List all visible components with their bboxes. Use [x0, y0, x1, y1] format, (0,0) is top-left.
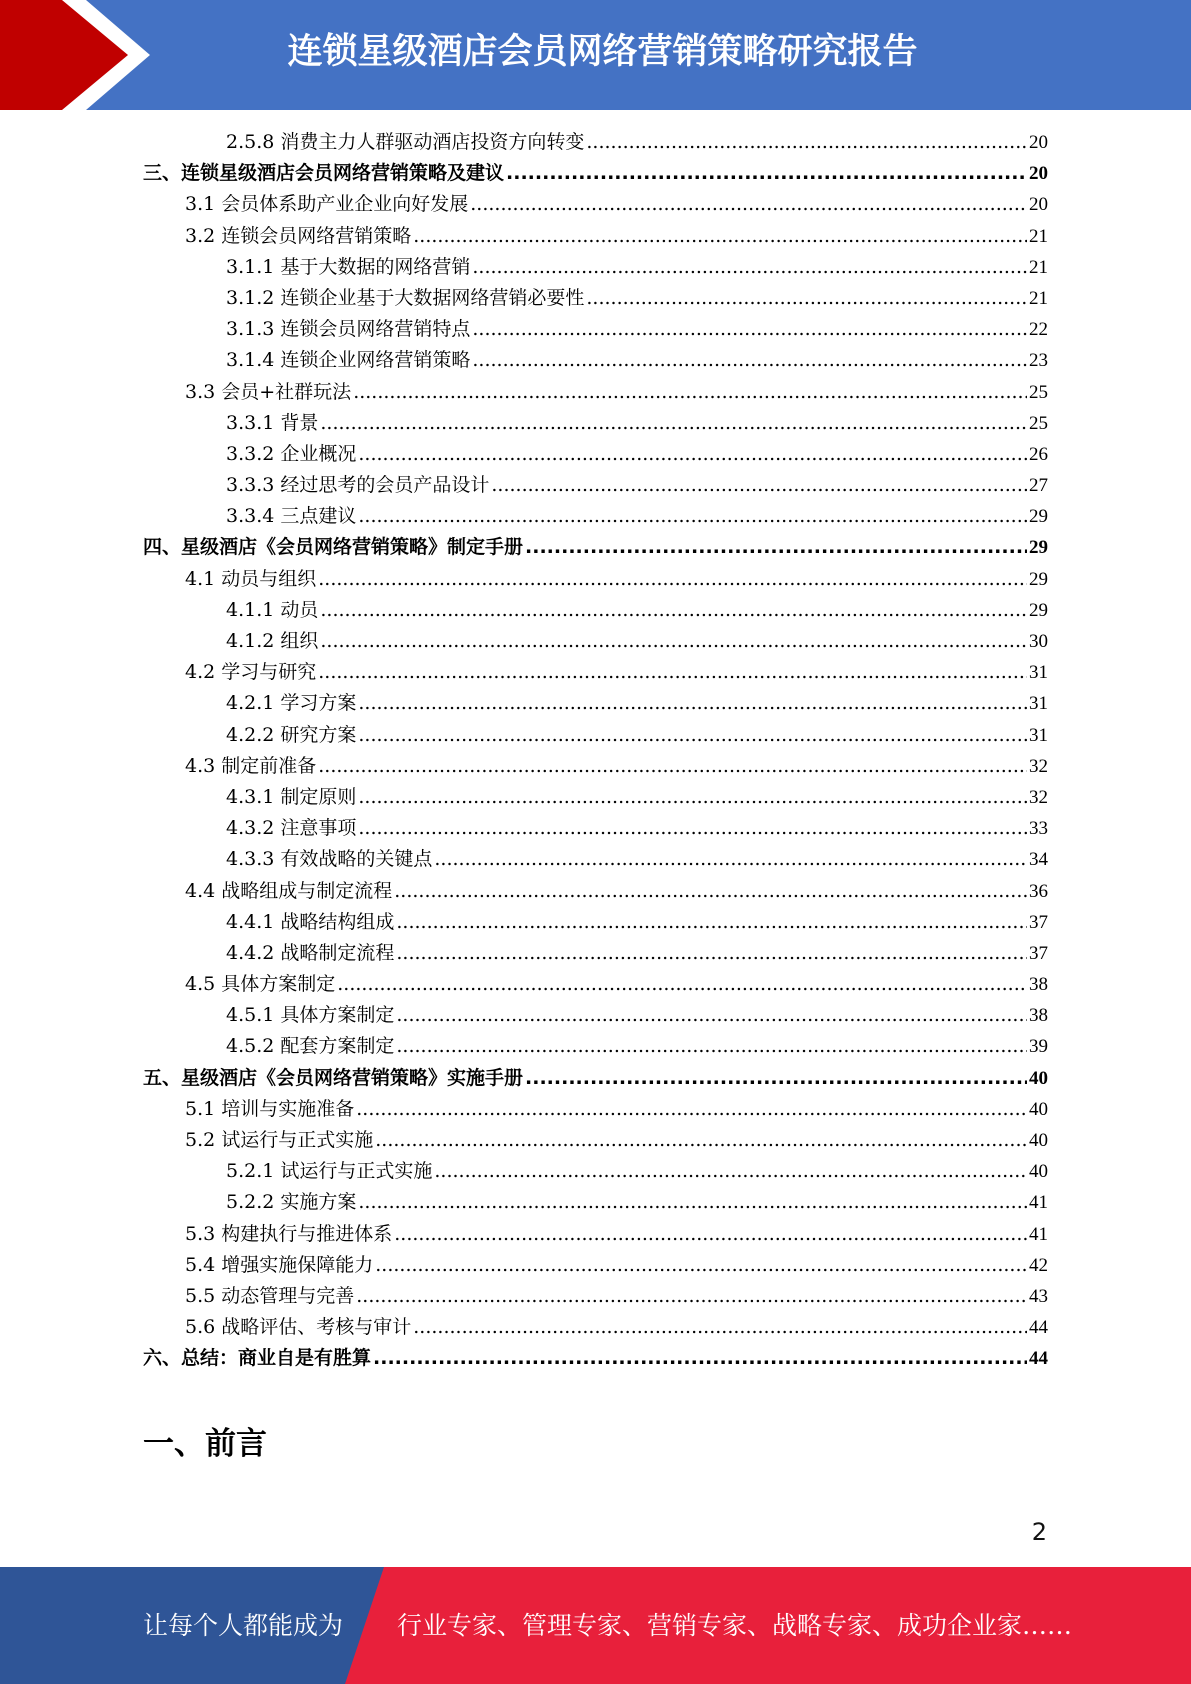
- toc-entry[interactable]: [143, 1312, 1048, 1343]
- toc-entry-page: 34: [1029, 849, 1048, 871]
- toc-dot-leader: [358, 439, 1027, 470]
- section-heading: 一、前言: [143, 1426, 267, 1462]
- toc-entry[interactable]: [143, 626, 1048, 657]
- toc-entry-page: 21: [1029, 225, 1048, 247]
- toc-entry-page: 44: [1029, 1317, 1048, 1339]
- toc-entry[interactable]: [143, 751, 1048, 782]
- toc-entry-page: 29: [1029, 537, 1048, 559]
- toc-dot-leader: [358, 688, 1027, 719]
- toc-dot-leader: [320, 626, 1027, 657]
- toc-entry-page: 38: [1029, 974, 1048, 996]
- toc-entry-page: 36: [1029, 880, 1048, 902]
- toc-entry-title: 3.1.2 连锁企业基于大数据网络营销必要性: [226, 286, 585, 309]
- toc-entry-title: 4.3.1 制定原则: [226, 785, 357, 808]
- toc-entry-page: 32: [1029, 755, 1048, 777]
- toc-entry-title: 5.2.2 实施方案: [226, 1191, 357, 1214]
- toc-dot-leader: [413, 1312, 1027, 1343]
- toc-dot-leader: [375, 1250, 1027, 1281]
- footer-slogan-left: 让每个人都能成为: [143, 1611, 344, 1640]
- toc-entry-page: 29: [1029, 506, 1048, 528]
- toc-dot-leader: [394, 876, 1027, 907]
- table-of-contents: [143, 127, 1048, 1375]
- toc-dot-leader: [586, 283, 1027, 314]
- toc-dot-leader: [320, 595, 1027, 626]
- toc-entry-title: 三、连锁星级酒店会员网络营销策略及建议: [143, 162, 505, 185]
- page-header: [0, 0, 1191, 110]
- toc-entry-page: 31: [1029, 724, 1048, 746]
- toc-entry-page: 43: [1029, 1285, 1048, 1307]
- toc-entry-page: 25: [1029, 412, 1048, 434]
- toc-entry[interactable]: [143, 377, 1048, 408]
- toc-dot-leader: [353, 377, 1027, 408]
- toc-entry-page: 40: [1029, 1098, 1048, 1120]
- toc-dot-leader: [396, 1031, 1027, 1062]
- toc-entry[interactable]: [143, 1125, 1048, 1156]
- toc-entry[interactable]: [143, 844, 1048, 875]
- toc-entry-page: 39: [1029, 1036, 1048, 1058]
- toc-entry-title: 五、星级酒店《会员网络营销策略》实施手册: [143, 1066, 524, 1089]
- toc-entry-page: 21: [1029, 287, 1048, 309]
- toc-entry-page: 20: [1029, 132, 1048, 153]
- toc-dot-leader: [472, 345, 1027, 376]
- toc-dot-leader: [337, 969, 1027, 1000]
- toc-entry-title: 4.4.1 战略结构组成: [226, 910, 395, 933]
- toc-dot-leader: [320, 408, 1027, 439]
- toc-entry-title: 4.5.2 配套方案制定: [226, 1035, 395, 1058]
- toc-entry-page: 31: [1029, 693, 1048, 715]
- toc-dot-leader: [472, 314, 1027, 345]
- toc-dot-leader: [318, 751, 1027, 782]
- toc-entry-page: 33: [1029, 818, 1048, 840]
- toc-dot-leader: [373, 1343, 1027, 1374]
- toc-entry-page: 21: [1029, 256, 1048, 278]
- toc-entry-title: 5.4 增强实施保障能力: [185, 1253, 374, 1276]
- toc-entry[interactable]: [143, 501, 1048, 532]
- toc-entry-page: 29: [1029, 568, 1048, 590]
- toc-entry-title: 5.1 培训与实施准备: [185, 1097, 355, 1120]
- toc-entry-title: 4.3.3 有效战略的关键点: [226, 848, 433, 871]
- toc-entry-title: 5.3 构建执行与推进体系: [185, 1222, 393, 1245]
- toc-entry-title: 4.1.1 动员: [226, 598, 319, 621]
- toc-dot-leader: [358, 782, 1027, 813]
- toc-entry-page: 20: [1029, 163, 1048, 185]
- toc-entry-title: 5.2 试运行与正式实施: [185, 1129, 374, 1151]
- toc-entry-title: 4.2.1 学习方案: [226, 692, 357, 715]
- toc-entry[interactable]: [143, 1281, 1048, 1312]
- toc-dot-leader: [506, 158, 1027, 189]
- toc-entry-page: 20: [1029, 194, 1048, 216]
- toc-entry[interactable]: [143, 782, 1048, 813]
- toc-entry[interactable]: [143, 252, 1048, 283]
- toc-entry-title: 3.3.2 企业概况: [226, 442, 357, 465]
- toc-entry[interactable]: [143, 1031, 1048, 1062]
- toc-entry-title: 4.2 学习与研究: [185, 661, 317, 684]
- toc-entry[interactable]: [143, 314, 1048, 345]
- toc-dot-leader: [394, 1219, 1027, 1250]
- toc-entry-title: 3.1 会员体系助产业企业向好发展: [185, 193, 469, 216]
- toc-entry[interactable]: [143, 470, 1048, 501]
- toc-entry-page: 25: [1029, 381, 1048, 403]
- toc-entry-title: 5.6 战略评估、考核与审计: [185, 1316, 412, 1339]
- toc-entry[interactable]: [143, 907, 1048, 938]
- toc-entry-page: 37: [1029, 942, 1048, 964]
- header-title: 连锁星级酒店会员网络营销策略研究报告: [287, 32, 918, 72]
- toc-entry[interactable]: [143, 564, 1048, 595]
- toc-entry-page: 22: [1029, 319, 1048, 341]
- toc-entry-page: 40: [1029, 1067, 1048, 1089]
- toc-dot-leader: [318, 564, 1027, 595]
- toc-entry[interactable]: [143, 1156, 1048, 1187]
- toc-entry-title: 4.5 具体方案制定: [185, 973, 336, 996]
- toc-entry-page: 29: [1029, 599, 1048, 621]
- toc-entry-page: 41: [1029, 1223, 1048, 1245]
- toc-dot-leader: [375, 1125, 1027, 1156]
- toc-entry-page: 41: [1029, 1192, 1048, 1214]
- toc-dot-leader: [356, 1281, 1027, 1312]
- toc-entry-title: 5.5 动态管理与完善: [185, 1284, 355, 1307]
- toc-dot-leader: [358, 501, 1027, 532]
- toc-dot-leader: [525, 532, 1027, 563]
- toc-entry-page: 40: [1029, 1161, 1048, 1183]
- toc-dot-leader: [318, 657, 1027, 688]
- toc-dot-leader: [358, 720, 1027, 751]
- toc-entry-title: 3.1.4 连锁企业网络营销策略: [226, 349, 471, 372]
- toc-entry-title: 4.3.2 注意事项: [226, 817, 357, 840]
- toc-entry-page: 42: [1029, 1254, 1048, 1276]
- toc-entry[interactable]: [143, 408, 1048, 439]
- toc-dot-leader: [470, 189, 1027, 220]
- toc-entry-title: 3.3 会员+社群玩法: [185, 380, 352, 403]
- toc-entry[interactable]: [143, 1343, 1048, 1374]
- toc-entry-title: 3.3.1 背景: [226, 411, 319, 434]
- toc-entry[interactable]: [143, 1250, 1048, 1281]
- toc-entry[interactable]: [143, 345, 1048, 376]
- toc-dot-leader: [413, 221, 1027, 252]
- toc-entry-title: 4.3 制定前准备: [185, 754, 317, 777]
- toc-dot-leader: [434, 1156, 1027, 1187]
- toc-entry-title: 4.5.1 具体方案制定: [226, 1004, 395, 1027]
- toc-dot-leader: [358, 1187, 1027, 1218]
- page-footer: [0, 1567, 1191, 1684]
- toc-entry[interactable]: [143, 969, 1048, 1000]
- toc-entry-title: 3.3.4 三点建议: [226, 505, 357, 528]
- toc-entry[interactable]: [143, 158, 1048, 189]
- toc-dot-leader: [396, 907, 1027, 938]
- toc-dot-leader: [434, 844, 1027, 875]
- toc-entry-page: 27: [1029, 475, 1048, 497]
- toc-entry-title: 5.2.1 试运行与正式实施: [226, 1160, 433, 1183]
- toc-entry-title: 4.4.2 战略制定流程: [226, 941, 395, 964]
- toc-entry-title: 3.1.1 基于大数据的网络营销: [226, 255, 471, 278]
- toc-entry-title: 4.2.2 研究方案: [226, 723, 357, 746]
- toc-entry-page: 31: [1029, 662, 1048, 684]
- toc-entry[interactable]: [143, 1187, 1048, 1218]
- toc-entry-page: 32: [1029, 786, 1048, 808]
- footer-slogan-right: 行业专家、管理专家、营销专家、战略专家、成功企业家……: [397, 1611, 1073, 1640]
- toc-entry[interactable]: [143, 876, 1048, 907]
- toc-entry[interactable]: [143, 283, 1048, 314]
- toc-dot-leader: [356, 1094, 1027, 1125]
- toc-entry-page: 23: [1029, 350, 1048, 372]
- toc-entry-page: 37: [1029, 911, 1048, 933]
- toc-dot-leader: [472, 252, 1027, 283]
- toc-entry-title: 4.1 动员与组织: [185, 567, 317, 590]
- toc-entry-page: 38: [1029, 1005, 1048, 1027]
- toc-entry[interactable]: [143, 595, 1048, 626]
- toc-dot-leader: [396, 938, 1027, 969]
- toc-entry-title: 4.1.2 组织: [226, 630, 319, 652]
- toc-entry[interactable]: [143, 127, 1048, 158]
- toc-dot-leader: [396, 1000, 1027, 1031]
- toc-entry-title: 3.2 连锁会员网络营销策略: [185, 224, 412, 247]
- toc-entry-title: 2.5.8 消费主力人群驱动酒店投资方向转变: [226, 131, 585, 153]
- toc-entry[interactable]: [143, 1219, 1048, 1250]
- toc-entry[interactable]: [143, 813, 1048, 844]
- toc-entry[interactable]: [143, 1000, 1048, 1031]
- toc-entry[interactable]: [143, 189, 1048, 220]
- toc-entry-title: 四、星级酒店《会员网络营销策略》制定手册: [143, 536, 524, 559]
- toc-entry-page: 44: [1029, 1348, 1048, 1370]
- toc-entry[interactable]: [143, 1063, 1048, 1094]
- toc-entry-title: 3.1.3 连锁会员网络营销特点: [226, 318, 471, 341]
- toc-entry[interactable]: [143, 688, 1048, 719]
- toc-entry-title: 六、总结：商业自是有胜算: [143, 1347, 372, 1370]
- toc-entry-page: 30: [1029, 631, 1048, 652]
- toc-entry[interactable]: [143, 221, 1048, 252]
- toc-entry-title: 3.3.3 经过思考的会员产品设计: [226, 474, 490, 497]
- toc-entry-page: 26: [1029, 443, 1048, 465]
- toc-dot-leader: [358, 813, 1027, 844]
- toc-dot-leader: [586, 127, 1027, 158]
- toc-entry[interactable]: [143, 1094, 1048, 1125]
- toc-entry[interactable]: [143, 532, 1048, 563]
- toc-entry[interactable]: [143, 720, 1048, 751]
- toc-entry-page: 40: [1029, 1130, 1048, 1151]
- toc-entry[interactable]: [143, 657, 1048, 688]
- toc-entry[interactable]: [143, 938, 1048, 969]
- toc-entry[interactable]: [143, 439, 1048, 470]
- toc-dot-leader: [525, 1063, 1027, 1094]
- toc-dot-leader: [491, 470, 1027, 501]
- page-number: 2: [1031, 1518, 1047, 1546]
- toc-entry-title: 4.4 战略组成与制定流程: [185, 879, 393, 902]
